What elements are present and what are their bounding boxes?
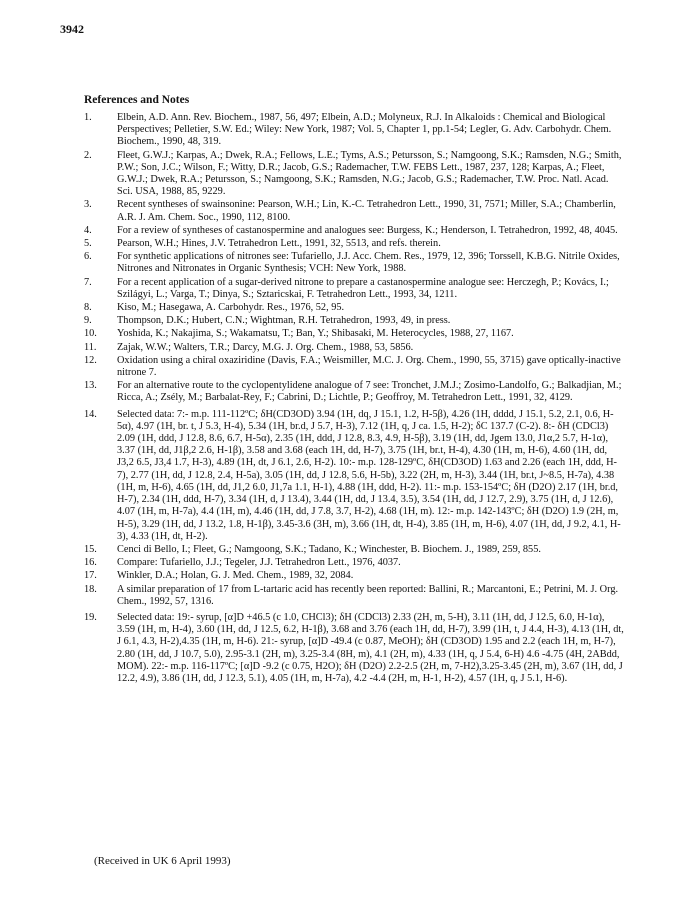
- reference-item: [84, 150, 624, 199]
- reference-text: Yoshida, K.; Nakajima, S.; Wakamatsu, T.; Ban, Y.; Shibasaki, M. Heterocycles, 1988, 27, 1167.: [117, 328, 514, 340]
- reference-item: [84, 328, 624, 340]
- reference-text: Elbein, A.D. Ann. Rev. Biochem., 1987, 56, 497; Elbein, A.D.; Molyneux, R.J. In Alkaloids : Chemical and Biological Perspectives; Pelletier, S.W. Ed.; Wiley: New York, 1987; Vol. 5, Chapter 1, pp.1-54; Legler, G. Adv. Carbohydr. Chem. Biochem., 1990, 48, 319.: [117, 112, 612, 148]
- reference-number: 14.: [84, 408, 97, 420]
- reference-text: For synthetic applications of nitrones see: Tufariello, J.J. Acc. Chem. Res., 1979, 12, 396; Torssell, K.B.G. Nitrile Oxides, Nitrones and Nitronates in Organic Synthesis; VCH: New York, 1988.: [117, 251, 620, 275]
- reference-text: Thompson, D.K.; Hubert, C.N.; Wightman, R.H. Tetrahedron, 1993, 49, in press.: [117, 315, 451, 327]
- reference-text: Recent syntheses of swainsonine: Pearson, W.H.; Lin, K.-C. Tetrahedron Lett., 1990, 31, 7571; Miller, S.A.; Chamberlin, A.R. J. Am. Chem. Soc., 1990, 112, 8100.: [117, 199, 616, 223]
- reference-text: Kiso, M.; Hasegawa, A. Carbohydr. Res., 1976, 52, 95.: [117, 302, 345, 314]
- reference-item: [84, 251, 624, 275]
- reference-text: Cenci di Bello, I.; Fleet, G.; Namgoong, S.K.; Tadano, K.; Winchester, B. Biochem. J., 1989, 259, 855.: [117, 543, 541, 555]
- reference-text: Compare: Tufariello, J.J.; Tegeler, J.J. Tetrahedron Lett., 1976, 4037.: [117, 557, 401, 569]
- reference-number: 11.: [84, 341, 97, 353]
- reference-number: 10.: [84, 328, 97, 340]
- reference-text: Fleet, G.W.J.; Karpas, A.; Dwek, R.A.; Fellows, L.E.; Tyms, A.S.; Petursson, S.; Namgoong, S.K.; Ramsden, N.G.; Smith, P.W.; Son, J.C.; Wilson, F.; Witty, D.R.; Jacob, G.S.; Rademacher, T.W. FEBS Lett., 1987, 237, 128; Karpas, A.; Fleet, G.W.J.; Dwek, R.A.; Petursson, S.; Namgoong, S.K.; Ramsden, N.G.; Jacob, G.S.; Rademacher, T.W. Proc. Natl. Acad. Sci. USA, 1988, 85, 9229.: [117, 149, 622, 198]
- reference-item: [84, 544, 624, 556]
- reference-item: [84, 380, 624, 404]
- reference-number: 12.: [84, 354, 97, 366]
- reference-item: [84, 570, 624, 582]
- reference-number: 16.: [84, 557, 97, 569]
- reference-item: [84, 584, 624, 608]
- reference-number: 7.: [84, 276, 92, 288]
- reference-text: A similar preparation of 17 from L-tartaric acid has recently been reported: Ballini, R.; Marcantoni, E.; Petrini, M. J. Org. Chem., 1992, 57, 1316.: [117, 583, 619, 607]
- reference-item: [84, 342, 624, 354]
- reference-text: Selected data: 19:- syrup, [α]D +46.5 (c 1.0, CHCl3); δH (CDCl3) 2.33 (2H, m, 5-H), 3.11 (1H, dd, J 12.5, 6.0, H-1α), 3.59 (1H, m, H-4), 3.60 (1H, dd, J 12.5, 6.2, H-1β), 3.68 and 3.76 (each 1H, dd, H-7), 3.99 (1H, t, J 4.4, H-3), 4.13 (1H, dt, J 6.1, 4.3, H-2),4.35 (1H, m, H-6). 21:- syrup, [α]D -49.4 (c 0.87, MeOH); δH (CD3OD) 1.95 and 2.2 (each 1H, m, H-7), 2.80 (1H, dd, J 10.7, 5.0), 2.95-3.1 (2H, m), 3.25-3.4 (8H, m), 4.1 (2H, m), 4.33 (1H, q, J 5.4, 6-H) 4.6 -4.75 (4H, 2ABdd, MOM). 22:- m.p. 116-117ºC; [α]D -9.2 (c 0.75, H2O); δH (D2O) 2.2-2.5 (2H, m, 7-H2),3.25-3.45 (2H, m), 3.67 (1H, dd, J 12.2, 4.9), 3.86 (1H, dd, J 12.3, 5.1), 4.05 (1H, m, H-7a), 4.2 -4.4 (2H, m, H-1, H-2), 4.57 (1H, q, J 5.1, H-6).: [117, 611, 624, 684]
- reference-number: 19.: [84, 611, 97, 623]
- reference-text: Pearson, W.H.; Hines, J.V. Tetrahedron Lett., 1991, 32, 5513, and refs. therein.: [117, 238, 441, 250]
- reference-number: 4.: [84, 224, 92, 236]
- reference-number: 2.: [84, 149, 92, 161]
- reference-item: [84, 199, 624, 223]
- reference-item: [84, 612, 624, 685]
- reference-item: [84, 302, 624, 314]
- reference-text: Zajak, W.W.; Walters, T.R.; Darcy, M.G. J. Org. Chem., 1988, 53, 5856.: [117, 341, 414, 353]
- reference-item: [84, 315, 624, 327]
- reference-list: [84, 112, 624, 686]
- reference-number: 1.: [84, 112, 92, 123]
- reference-item: [84, 557, 624, 569]
- reference-item: [84, 409, 624, 543]
- reference-number: 15.: [84, 543, 97, 555]
- section-heading: References and Notes: [84, 94, 190, 106]
- reference-text: Winkler, D.A.; Holan, G. J. Med. Chem., 1989, 32, 2084.: [117, 570, 354, 582]
- reference-number: 17.: [84, 570, 97, 582]
- reference-text: For a review of syntheses of castanospermine and analogues see: Burgess, K.; Henderson, I. Tetrahedron, 1992, 48, 4045.: [117, 224, 618, 236]
- reference-number: 9.: [84, 315, 92, 327]
- reference-text: For an alternative route to the cyclopentylidene analogue of 7 see: Tronchet, J.M.J.; Zosimo-Landolfo, G.; Balkadjian, M.; Ricca, A.; Zsély, M.; Barbalat-Rey, F.; Cabrini, D.; Lichtle, P.; Geoffroy, M. Tetrahedron Lett., 1991, 32, 4129.: [117, 380, 622, 404]
- reference-number: 13.: [84, 380, 97, 392]
- page-number: 3942: [60, 22, 84, 36]
- reference-text: Oxidation using a chiral oxaziridine (Davis, F.A.; Weismiller, M.C. J. Org. Chem., 1990, 55, 3715) gave optically-inactive nitrone 7.: [117, 354, 621, 379]
- reference-item: [84, 238, 624, 250]
- reference-number: 3.: [84, 199, 92, 211]
- reference-text: For a recent application of a sugar-derived nitrone to prepare a castanospermine analogue see: Herczegh, P.; Kovács, I.; Szilágyi, L.; Varga, T.; Dinya, S.; Sztaricskai, F. Tetrahedron Lett., 1993, 34, 1211.: [117, 276, 609, 300]
- reference-item: [84, 355, 624, 379]
- received-date: (Received in UK 6 April 1993): [94, 855, 231, 867]
- reference-text: Selected data: 7:- m.p. 111-112ºC; δH(CD3OD) 3.94 (1H, dq, J 15.1, 1.2, H-5β), 4.26 (1H, dddd, J 15.1, 5.2, 2.1, 0.6, H-5α), 4.97 (1H, br. t, J 5.3, H-4), 5.34 (1H, br.d, J 5.7, H-3), 7.12 (1H, q, J ca. 1.5, H-2); δC 137.7 (C-2). 8:- δH (CDCl3) 2.09 (1H, ddd, J 12.8, 8.6, 6.7, H-5α), 2.35 (1H, ddd, J 12.8, 8.3, 4.9, H-5β), 3.19 (1H, dd, Jgem 13.0, J1α,2 5.7, H-1α), 3.37 (1H, dd, J1β,2 2.6, H-1β), 3.58 and 3.68 (each 1H, dd, H-7), 3.75 (1H, br.t, H-4), 4.30 (1H, m, H-6), 4.60 (1H, dd, J3,2 6.5, J3,4 1.7, H-3), 4.89 (1H, dt, J 6.1, 2.6, H-2). 10:- m.p. 128-129ºC, δH(CD3OD) 1.63 and 2.26 (each 1H, ddd, H-7), 2.77 (1H, dd, J 12.8, 2.4, H-5a), 3.05 (1H, dd, J 12.8, 5.6, H-5b), 3.22 (2H, m, H-3), 3.44 (1H, br.t, J~8.5, H-7a), 4.38 (1H, m, H-6), 4.65 (1H, dd, J1,2 6.0, J1,7a 1.1, H-1), 4.88 (1H, ddd, H-2). 11:- m.p. 153-154ºC; δH (D2O) 2.17 (1H, br.d, H-7), 2.34 (1H, ddd, H-7), 3.34 (1H, d, J 13.4), 3.44 (1H, dd, J 13.4, 3.5), 3.54 (1H, dd, J 12.7, 2.9), 3.75 (1H, d, J 12.6), 4.07 (1H, m, H-7a), 4.4 (1H, m), 4.46 (1H, dd, J 7.8, 3.7, H-2), 4.68 (1H, m). 12:- m.p. 142-143ºC; δH (D2O) 1.9 (2H, m, H-5), 3.29 (1H, dd, J 13.2, 1.8, H-1β), 3.45-3.6 (3H, m), 3.66 (1H, dt, H-4), 3.85 (1H, m, H-6), 4.07 (1H, dd, J 9.2, 4.1, H-3), 4.33 (1H, dt, H-2).: [117, 408, 621, 542]
- reference-item: [84, 225, 624, 237]
- reference-item: [84, 112, 624, 149]
- reference-item: [84, 277, 624, 301]
- reference-number: 18.: [84, 583, 97, 595]
- reference-number: 6.: [84, 251, 92, 263]
- reference-number: 8.: [84, 302, 92, 314]
- reference-number: 5.: [84, 238, 92, 250]
